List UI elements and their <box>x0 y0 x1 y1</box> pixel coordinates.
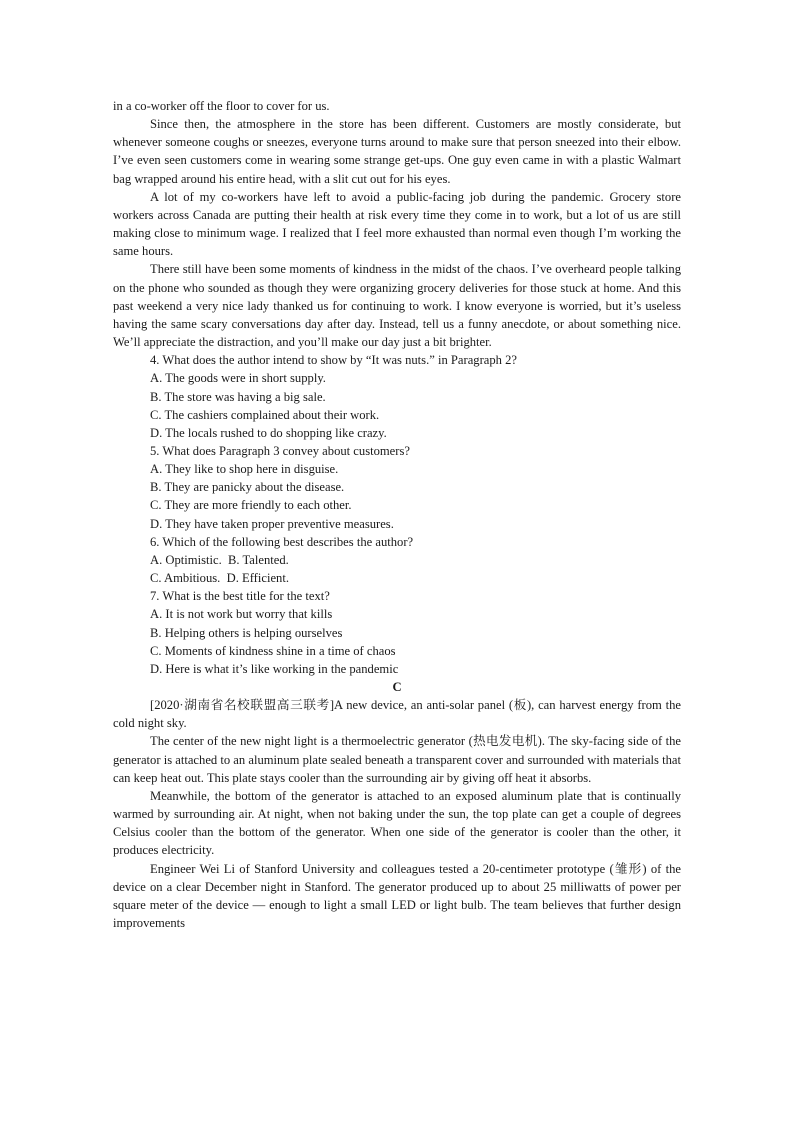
question-option: B. The store was having a big sale. <box>150 389 326 404</box>
passage-b-paragraph: There still have been some moments of kindness in the midst of the chaos. I’ve overheard people talking on the phone who sounded as though they were organizing grocery deliveries for those stuck at home. And this past weekend a very nice lady thanked us for continuing to work. I know everyone is worried, but it’s useless having the same scary conversations day after day. Instead, tell us a funny anecdote, or about something nice. We’ll appreciate the distraction, and you’ll make our day just a bit brighter. <box>113 262 681 350</box>
question-option: D. Here is what it’s like working in the pandemic <box>150 661 399 676</box>
passage-c-paragraph: The center of the new night light is a thermoelectric generator (热电发电机). The sky-facing side of the generator is attached to an aluminum plate sealed beneath a transparent cover and surrounded with materials that can keep heat out. This plate stays cooler than the surrounding air by giving off heat it absorbs. <box>113 734 681 785</box>
question-stem: 7. What is the best title for the text? <box>150 589 330 604</box>
section-heading: C <box>392 680 402 694</box>
question-option: A. The goods were in short supply. <box>150 371 326 386</box>
question-option: D. The locals rushed to do shopping like crazy. <box>150 425 387 440</box>
question-option: C. The cashiers complained about their work. <box>150 407 380 422</box>
passage-b-continuation: in a co-worker off the floor to cover for us. <box>113 99 330 113</box>
question-stem: 6. Which of the following best describes the author? <box>150 534 414 549</box>
question-stem: 4. What does the author intend to show by “It was nuts.” in Paragraph 2? <box>150 353 518 368</box>
question-option: A. They like to shop here in disguise. <box>150 462 339 477</box>
passage-b-paragraph: Since then, the atmosphere in the store has been different. Customers are mostly considerate, but whenever someone coughs or sneezes, everyone turns around to make sure that person sneezed into their elbow. I’ve even seen customers come in wearing some strange get-ups. One guy even came in with a plastic Walmart bag wrapped around his entire head, with a slit cut out for his eyes. <box>113 117 681 186</box>
question-option: A. It is not work but worry that kills <box>150 607 333 622</box>
question-option: D. They have taken proper preventive measures. <box>150 516 394 531</box>
question-option: B. Helping others is helping ourselves <box>150 625 343 640</box>
passage-c-paragraph: Engineer Wei Li of Stanford University and colleagues tested a 20-centimeter prototype (雏形) of the device on a clear December night in Stanford. The generator produced up to about 25 milliwatts of power per square meter of the device — enough to light a small LED or light bulb. The team believes that further design improvements <box>113 861 681 931</box>
passage-b-paragraph: A lot of my co-workers have left to avoid a public-facing job during the pandemic. Grocery store workers across Canada are putting their health at risk every time they come in to work, but a lot of us are still making close to minimum wage. I realized that I feel more exhausted than normal even though I’m working the same hours. <box>113 189 681 259</box>
exam-text <box>113 97 681 932</box>
question-option: C. They are more friendly to each other. <box>150 498 352 513</box>
passage-c-paragraph: [2020·湖南省名校联盟高三联考]A new device, an anti-solar panel (板), can harvest energy from the cold night sky. <box>113 698 681 731</box>
question-option: C. Moments of kindness shine in a time of chaos <box>150 643 396 658</box>
question-option: B. They are panicky about the disease. <box>150 480 345 495</box>
question-option: A. Optimistic. B. Talented. <box>150 552 289 567</box>
passage-c-paragraph: Meanwhile, the bottom of the generator is attached to an exposed aluminum plate that is continually warmed by surrounding air. At night, when not baking under the sun, the top plate can get a couple of degrees Celsius cooler than the bottom of the generator. When one side of the generator is cooler than the other, it produces electricity. <box>113 788 681 858</box>
question-stem: 5. What does Paragraph 3 convey about customers? <box>150 443 410 458</box>
question-option: C. Ambitious. D. Efficient. <box>150 571 289 586</box>
